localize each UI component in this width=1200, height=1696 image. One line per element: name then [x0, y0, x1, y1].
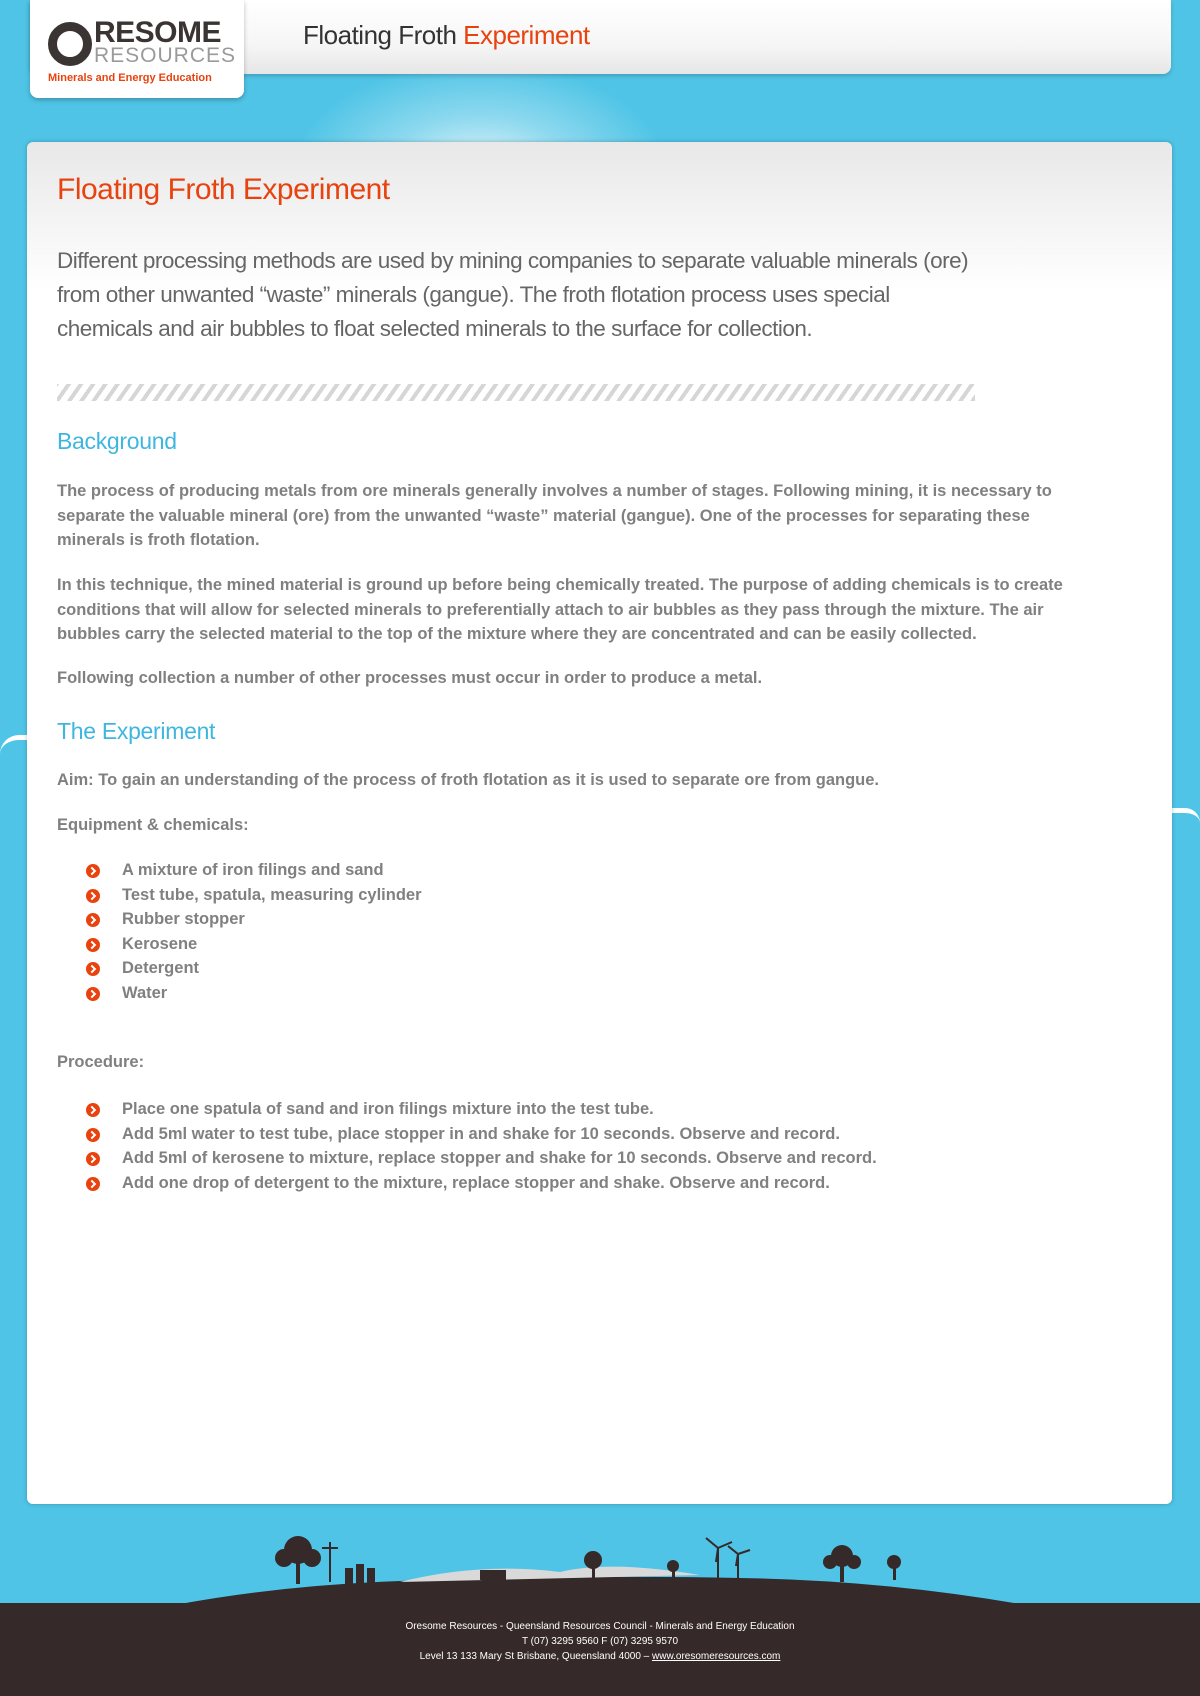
procedure-list: [86, 1097, 877, 1195]
bullet-arrow-icon: [86, 938, 100, 952]
footer-address-text: Level 13 133 Mary St Brisbane, Queensland 4000 –: [419, 1651, 652, 1662]
header-title-accent: Experiment: [463, 20, 590, 50]
paragraph-line: The process of producing metals from ore minerals generally involves a number of stages. Following mining, it is necessary to: [57, 482, 1052, 500]
header-title-main: Floating Froth: [303, 20, 457, 50]
logo-tagline: Minerals and Energy Education: [48, 72, 212, 84]
aim-text: Aim: To gain an understanding of the process of froth flotation as it is used to separate ore from gangue.: [57, 771, 880, 789]
list-item-text: Water: [122, 983, 168, 1002]
list-item-text: A mixture of iron filings and sand: [122, 861, 384, 879]
intro-line: chemicals and air bubbles to float selected minerals to the surface for collection.: [57, 316, 813, 341]
intro-line: Different processing methods are used by mining companies to separate valuable minerals (ore): [57, 248, 969, 273]
list-item: [86, 932, 422, 957]
list-item-text: Place one spatula of sand and iron filings mixture into the test tube.: [122, 1100, 654, 1118]
list-item-text: Add 5ml water to test tube, place stopper in and shake for 10 seconds. Observe and record.: [122, 1124, 840, 1143]
footer-address: [0, 1650, 1200, 1664]
tree-icon: [823, 1545, 861, 1582]
wind-turbine-icon: [706, 1538, 750, 1582]
bullet-arrow-icon: [86, 962, 100, 976]
bullet-arrow-icon: [86, 987, 100, 1001]
equipment-list: [86, 858, 422, 1005]
tree-icon: [887, 1555, 901, 1580]
equipment-label: Equipment & chemicals:: [57, 816, 249, 834]
paragraph-line: Following collection a number of other processes must occur in order to produce a metal.: [57, 669, 763, 687]
footer-phone: T (07) 3295 9560 F (07) 3295 9570: [521, 1636, 679, 1647]
list-item: [86, 1097, 877, 1122]
bullet-arrow-icon: [86, 864, 100, 878]
list-item: [86, 1122, 877, 1147]
bullet-arrow-icon: [86, 1103, 100, 1117]
header-title: [303, 20, 590, 51]
power-pylon-icon: [322, 1542, 338, 1582]
list-item-text: Add one drop of detergent to the mixture, replace stopper and shake. Observe and record.: [122, 1173, 830, 1192]
tree-icon: [667, 1560, 679, 1580]
list-item-text: Add 5ml of kerosene to mixture, replace stopper and shake for 10 seconds. Observe and record.: [122, 1149, 877, 1167]
paragraph-line: minerals is froth flotation.: [57, 531, 260, 549]
intro-line: from other unwanted “waste” minerals (gangue). The froth flotation process uses special: [57, 282, 890, 307]
bullet-arrow-icon: [86, 913, 100, 927]
background-paragraph-2: [57, 573, 1117, 647]
experiment-heading: The Experiment: [57, 718, 216, 744]
list-item: [86, 956, 422, 981]
ground-silhouette: [180, 1577, 1020, 1604]
footer-organisation: Oresome Resources - Queensland Resources Council - Minerals and Energy Education: [405, 1621, 795, 1632]
paragraph-line: conditions that will allow for selected minerals to preferentially attach to air bubbles as they pass through the mixture. The air: [57, 600, 1044, 619]
background-paragraph-1: [57, 479, 1117, 553]
bullet-arrow-icon: [86, 889, 100, 903]
logo-o-mark: [48, 22, 92, 66]
procedure-label: Procedure:: [57, 1053, 145, 1071]
list-item: [86, 1171, 877, 1196]
bullet-arrow-icon: [86, 1128, 100, 1142]
paragraph-line: separate the valuable mineral (ore) from the unwanted “waste” material (gangue). One of the processes for separating these: [57, 506, 1030, 525]
paragraph-line: In this technique, the mined material is ground up before being chemically treated. The purpose of adding chemicals is to create: [57, 576, 1063, 594]
bullet-arrow-icon: [86, 1152, 100, 1166]
intro-paragraph: [57, 244, 1017, 346]
bullet-arrow-icon: [86, 1177, 100, 1191]
list-item: [86, 858, 422, 883]
logo-name-light: RESOURCES: [94, 44, 237, 67]
logo[interactable]: [30, 0, 244, 98]
footer-website-link[interactable]: www.oresomeresources.com: [652, 1651, 781, 1662]
logo-name-bold: RESOME: [94, 16, 222, 49]
page-title: Floating Froth Experiment: [57, 173, 390, 206]
list-item-text: Kerosene: [122, 934, 198, 953]
list-item: [86, 1146, 877, 1171]
background-paragraph-3: [57, 666, 1117, 691]
list-item: [86, 883, 422, 908]
list-item: [86, 907, 422, 932]
tree-icon: [275, 1536, 321, 1584]
landscape-silhouette: [180, 1520, 1020, 1604]
list-item-text: Rubber stopper: [122, 910, 245, 928]
paragraph-line: bubbles carry the selected material to the top of the mixture where they are concentrated and can be easily collected.: [57, 625, 977, 643]
list-item-text: Detergent: [122, 959, 200, 977]
background-heading: Background: [57, 428, 177, 454]
factory-icon: [345, 1564, 375, 1584]
footer: [0, 1603, 1200, 1696]
hatched-divider: [57, 384, 975, 401]
list-item-text: Test tube, spatula, measuring cylinder: [122, 885, 422, 904]
list-item: [86, 981, 422, 1006]
